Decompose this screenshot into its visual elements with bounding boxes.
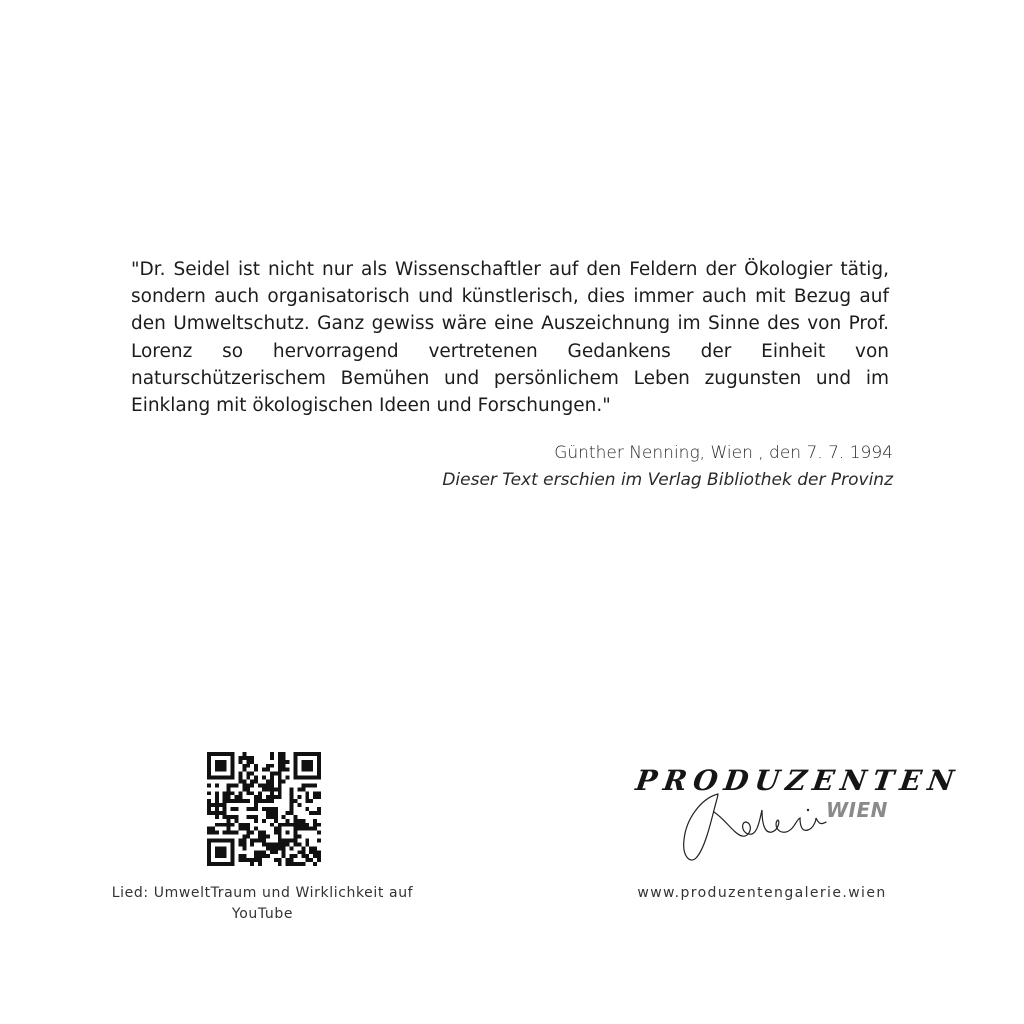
attribution-source: Dieser Text erschien im Verlag Bibliothek der Provinz: [442, 470, 893, 490]
qr-caption: Lied: UmweltTraum und Wirklichkeit auf YouTube: [111, 885, 414, 922]
attribution: [442, 440, 893, 494]
logo-subtitle: WIEN: [826, 798, 888, 822]
qr-code[interactable]: [207, 752, 321, 866]
quote-text: "Dr. Seidel ist nicht nur als Wissenschaftler auf den Feldern der Ökologier tätig, sondern auch organisatorisch und künstlerisch, dies immer auch mit Bezug auf den Umweltschutz. Ganz gewiss wäre eine Auszeichnung im Sinne des von Prof. Lorenz so hervorragend vertretenen Gedankens der Einheit von naturschützerischem Bemühen und persönlichem Leben zugunsten und im Einklang mit ökologischen Ideen und Forschungen.": [131, 259, 889, 417]
logo-title: PRODUZENTEN: [633, 764, 963, 797]
qr-code-graphic: [207, 752, 321, 866]
attribution-author: Günther Nenning, Wien , den 7. 7. 1994: [554, 443, 893, 463]
produzentengalerie-logo: [630, 760, 963, 870]
website-link[interactable]: www.produzentengalerie.wien: [637, 885, 887, 901]
